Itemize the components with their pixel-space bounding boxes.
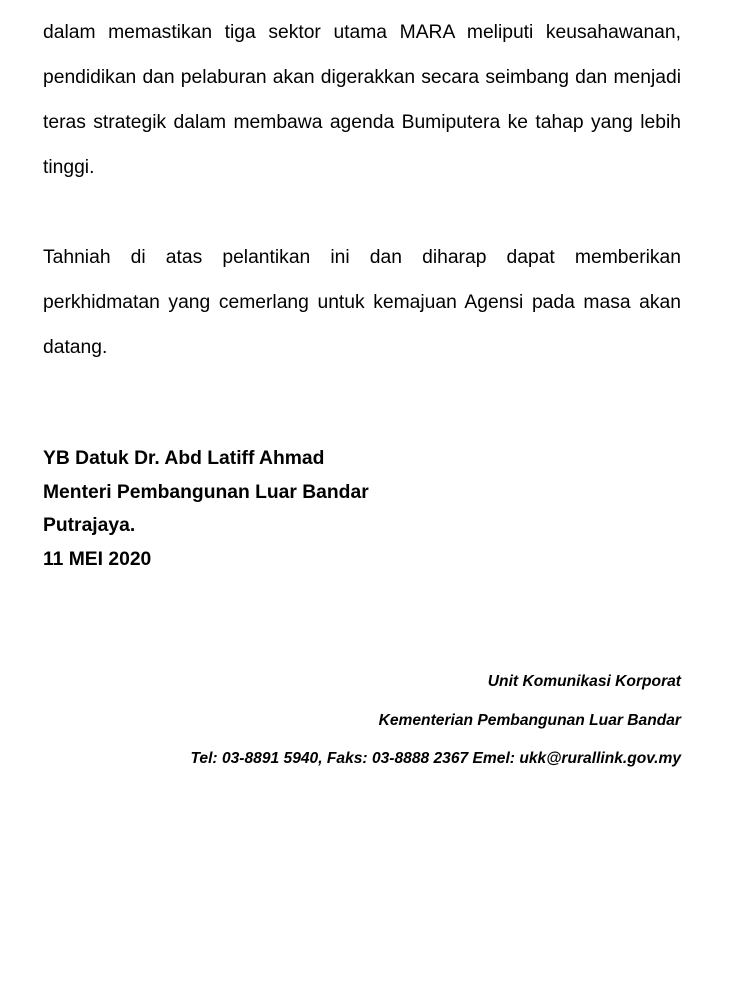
paragraph-line: dalam memastikan tiga sektor utama MARA meliputi keusahawanan, xyxy=(43,22,681,43)
signature-line: 11 MEI 2020 xyxy=(43,548,152,570)
signature-block xyxy=(43,442,681,576)
footer-line: Unit Komunikasi Korporat xyxy=(487,673,681,690)
paragraph-line: tinggi. xyxy=(43,157,95,178)
signature-line: YB Datuk Dr. Abd Latiff Ahmad xyxy=(43,448,325,469)
paragraph-line: perkhidmatan yang cemerlang untuk kemajuan Agensi pada masa akan xyxy=(43,292,681,313)
paragraph-line: teras strategik dalam membawa agenda Bumiputera ke tahap yang lebih xyxy=(43,112,681,133)
paragraph-line: pendidikan dan pelaburan akan digerakkan secara seimbang dan menjadi xyxy=(43,67,681,88)
footer-line: Tel: 03-8891 5940, Faks: 03-8888 2367 Emel: ukk@rurallink.gov.my xyxy=(190,750,681,767)
body-paragraph-2 xyxy=(43,235,681,370)
paragraph-line: Tahniah di atas pelantikan ini dan diharap dapat memberikan xyxy=(43,247,681,268)
footer-line: Kementerian Pembangunan Luar Bandar xyxy=(378,711,681,729)
paragraph-line: datang. xyxy=(43,337,108,358)
signature-line: Putrajaya. xyxy=(43,515,136,536)
body-paragraph-1 xyxy=(43,10,681,190)
document-content xyxy=(43,10,681,779)
footer-block xyxy=(43,663,681,779)
signature-line: Menteri Pembangunan Luar Bandar xyxy=(43,481,369,503)
